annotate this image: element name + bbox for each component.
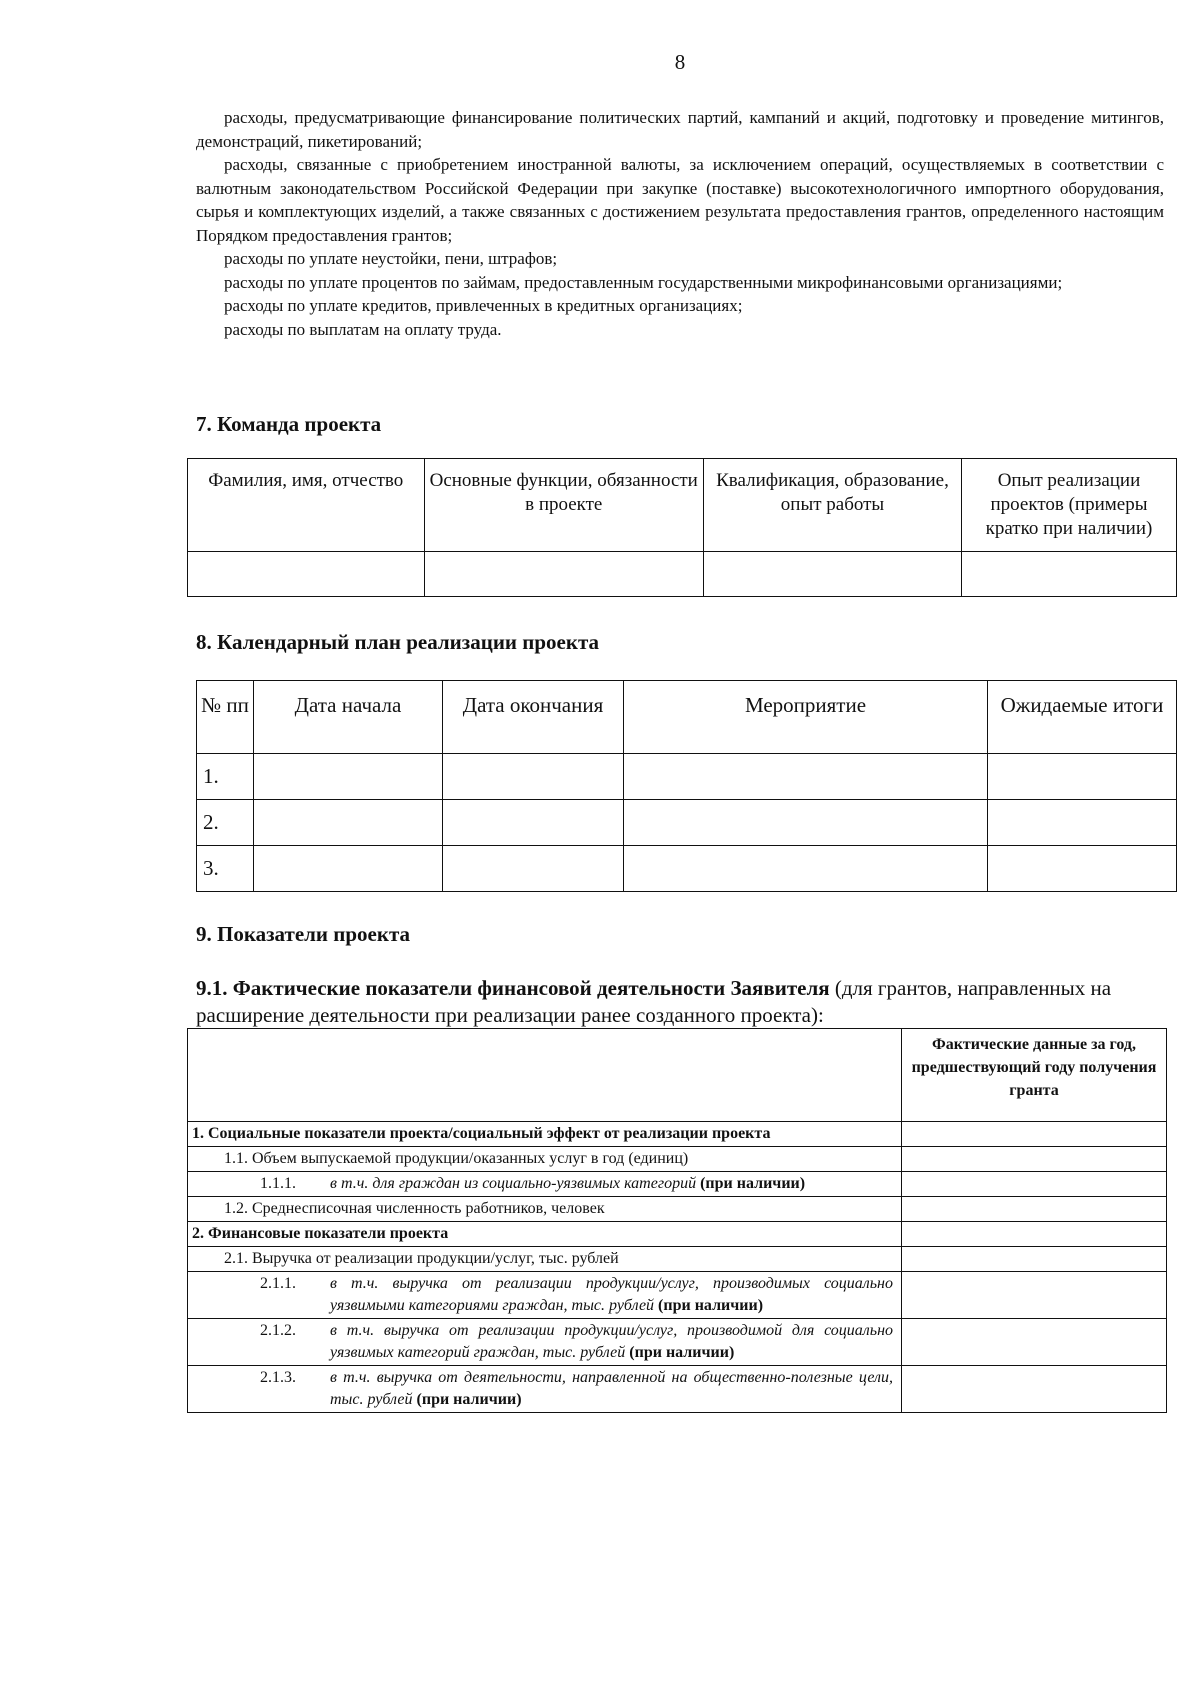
section-9-title: 9. Показатели проекта bbox=[196, 922, 411, 946]
indicator-text: в т.ч. выручка от реализации продукции/услуг, производимых социально уязвимыми категориями граждан, тыс. рублей bbox=[330, 1275, 893, 1314]
calendar-cell[interactable] bbox=[988, 754, 1177, 800]
calendar-cell[interactable] bbox=[254, 754, 443, 800]
section-8-title: 8. Календарный план реализации проекта bbox=[196, 630, 600, 654]
table-row bbox=[188, 1172, 1167, 1197]
calendar-cell[interactable] bbox=[988, 846, 1177, 892]
indicators-table bbox=[187, 1028, 1167, 1413]
table-row bbox=[197, 800, 1177, 846]
table-row bbox=[188, 1147, 1167, 1172]
calendar-header-number: № пп bbox=[197, 681, 254, 754]
indicator-label bbox=[188, 1172, 902, 1197]
indicator-number: 2.1.2. bbox=[260, 1322, 296, 1339]
calendar-cell[interactable] bbox=[443, 846, 624, 892]
indicators-header-value: Фактические данные за год, предшествующий году получения гранта bbox=[902, 1029, 1167, 1122]
paragraph: расходы по выплатам на оплату труда. bbox=[224, 319, 502, 339]
indicator-label: 1.1. Объем выпускаемой продукции/оказанных услуг в год (единиц) bbox=[188, 1147, 902, 1172]
indicator-label: 1. Социальные показатели проекта/социальный эффект от реализации проекта bbox=[188, 1122, 902, 1147]
team-header-name: Фамилия, имя, отчество bbox=[188, 459, 425, 552]
page-number: 8 bbox=[674, 50, 686, 74]
paragraph: расходы по уплате кредитов, привлеченных в кредитных организациях; bbox=[224, 296, 743, 315]
calendar-cell[interactable] bbox=[443, 800, 624, 846]
indicator-note: (при наличии) bbox=[654, 1297, 764, 1314]
table-row bbox=[197, 846, 1177, 892]
indicator-value[interactable] bbox=[902, 1222, 1167, 1247]
calendar-cell[interactable] bbox=[624, 846, 988, 892]
calendar-cell[interactable] bbox=[254, 846, 443, 892]
section-9-1-title-rest: (для грантов, направленных на расширение деятельности при реализации ранее созданного проекта): bbox=[196, 976, 1112, 1027]
indicators-header-blank bbox=[188, 1029, 902, 1122]
indicator-number: 1.1.1. bbox=[260, 1175, 296, 1192]
indicator-text: в т.ч. выручка от деятельности, направленной на общественно-полезные цели, тыс. рублей bbox=[330, 1369, 893, 1408]
row-number: 2. bbox=[197, 800, 254, 846]
table-row bbox=[188, 1122, 1167, 1147]
team-table bbox=[187, 458, 1177, 597]
indicator-value[interactable] bbox=[902, 1366, 1167, 1413]
team-cell[interactable] bbox=[424, 552, 703, 597]
team-cell[interactable] bbox=[961, 552, 1176, 597]
team-header-functions: Основные функции, обязанности в проекте bbox=[424, 459, 703, 552]
indicator-label: 1.2. Среднесписочная численность работников, человек bbox=[188, 1197, 902, 1222]
row-number: 1. bbox=[197, 754, 254, 800]
table-row bbox=[188, 1319, 1167, 1366]
team-cell[interactable] bbox=[703, 552, 961, 597]
table-row bbox=[188, 1272, 1167, 1319]
indicator-text: в т.ч. для граждан из социально-уязвимых категорий bbox=[330, 1175, 697, 1192]
calendar-table bbox=[196, 680, 1177, 892]
calendar-cell[interactable] bbox=[624, 800, 988, 846]
indicator-label bbox=[188, 1272, 902, 1319]
calendar-cell[interactable] bbox=[443, 754, 624, 800]
calendar-cell[interactable] bbox=[624, 754, 988, 800]
team-header-qualification: Квалификация, образование, опыт работы bbox=[703, 459, 961, 552]
calendar-cell[interactable] bbox=[988, 800, 1177, 846]
indicator-note: (при наличии) bbox=[412, 1391, 522, 1408]
indicator-label bbox=[188, 1366, 902, 1413]
indicator-number: 2.1.3. bbox=[260, 1369, 296, 1386]
calendar-cell[interactable] bbox=[254, 800, 443, 846]
calendar-header-event: Мероприятие bbox=[624, 681, 988, 754]
calendar-header-end: Дата окончания bbox=[443, 681, 624, 754]
indicator-label bbox=[188, 1319, 902, 1366]
paragraph: расходы, связанные с приобретением иностранной валюты, за исключением операций, осуществляемых в соответствии с валютным законодательством Российской Федерации при закупке (поставке) высокотехнологичного импортного оборудования, сырья и комплектующих изделий, а также связанных с достижением результата предоставления грантов, определенного настоящим Порядком предоставления грантов; bbox=[196, 155, 1164, 245]
indicator-value[interactable] bbox=[902, 1272, 1167, 1319]
section-9-1-title-bold: 9.1. Фактические показатели финансовой деятельности Заявителя bbox=[196, 976, 830, 1000]
team-header-experience: Опыт реализации проектов (примеры кратко при наличии) bbox=[961, 459, 1176, 552]
paragraph: расходы по уплате процентов по займам, предоставленным государственными микрофинансовыми организациями; bbox=[224, 272, 1063, 292]
indicator-label: 2. Финансовые показатели проекта bbox=[188, 1222, 902, 1247]
indicator-value[interactable] bbox=[902, 1172, 1167, 1197]
calendar-header-results: Ожидаемые итоги bbox=[988, 681, 1177, 754]
indicator-text: в т.ч. выручка от реализации продукции/услуг, производимой для социально уязвимых категорий граждан, тыс. рублей bbox=[330, 1322, 893, 1361]
table-row bbox=[188, 1366, 1167, 1413]
indicator-value[interactable] bbox=[902, 1197, 1167, 1222]
expense-list bbox=[196, 106, 1164, 341]
indicator-value[interactable] bbox=[902, 1319, 1167, 1366]
section-7-title: 7. Команда проекта bbox=[196, 412, 382, 436]
indicator-note: (при наличии) bbox=[696, 1175, 806, 1192]
table-row bbox=[197, 754, 1177, 800]
indicator-number: 2.1.1. bbox=[260, 1275, 296, 1292]
row-number: 3. bbox=[197, 846, 254, 892]
indicator-note: (при наличии) bbox=[625, 1344, 735, 1361]
indicator-value[interactable] bbox=[902, 1247, 1167, 1272]
paragraph: расходы, предусматривающие финансирование политических партий, кампаний и акций, подготовку и проведение митингов, демонстраций, пикетирований; bbox=[196, 108, 1164, 151]
indicator-label: 2.1. Выручка от реализации продукции/услуг, тыс. рублей bbox=[188, 1247, 902, 1272]
team-cell[interactable] bbox=[188, 552, 425, 597]
table-row bbox=[188, 1197, 1167, 1222]
table-row bbox=[188, 552, 1177, 597]
indicator-value[interactable] bbox=[902, 1122, 1167, 1147]
table-row bbox=[188, 1222, 1167, 1247]
table-row bbox=[188, 1247, 1167, 1272]
paragraph: расходы по уплате неустойки, пени, штрафов; bbox=[224, 249, 558, 268]
section-9-1-title bbox=[196, 975, 1176, 1029]
calendar-header-start: Дата начала bbox=[254, 681, 443, 754]
indicator-value[interactable] bbox=[902, 1147, 1167, 1172]
